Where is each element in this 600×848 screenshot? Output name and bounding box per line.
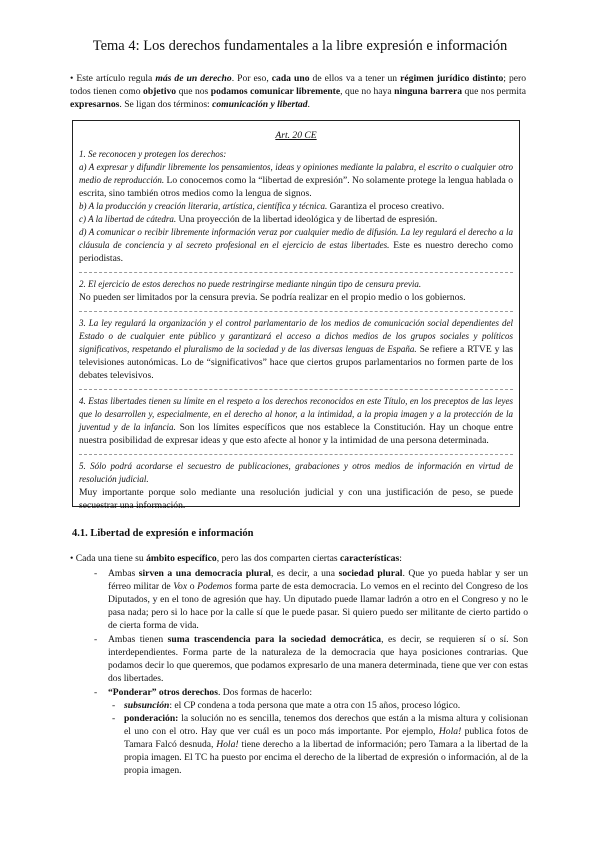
text-run: 3. La ley regulará la organización y el control parlamentario de los medios de comunicación social dependientes del Estado o de cualquier ente público y garantizará el acceso a dichos medios de los grupos sociales y políticos significativos, respetando el pluralismo de la sociedad y de las diversas lenguas de España. — [79, 318, 513, 354]
text-run: Una proyección de la libertad ideológica y de libertad de espresión. — [176, 214, 438, 225]
text-run: sociedad plural — [338, 568, 403, 579]
text-run: 1. Se reconocen y protegen los derechos: — [79, 149, 227, 159]
text-run: Lo conocemos como la “libertad de expresión”. No solamente protege la lengua hablada o escrita, sino también otros medios como la lengua de signos. — [79, 175, 513, 199]
text-run: “Ponderar” otros derechos — [108, 687, 218, 698]
text-run: 4. Estas libertades tienen su límite en el respeto a los derechos reconocidos en este Título, en los preceptos de las leyes que lo desarrollen y, especialmente, en el derecho al honor, a la intimidad, a la propia imagen y a la protección de la juventud y de la infancia. — [79, 396, 513, 432]
section-heading: 4.1. Libertad de expresión e información — [72, 528, 254, 539]
text-run: c) A la libertad de cátedra. — [79, 214, 177, 224]
text-run: . Que yo pueda hablar y ser un férreo militar de — [108, 568, 529, 592]
text-run: ; pero todos tienen como — [70, 73, 527, 97]
list-item — [108, 686, 528, 777]
text-run: más de un derecho — [155, 73, 232, 84]
text-run: comunicación y libertad — [212, 99, 308, 110]
text-run: expresarnos — [70, 99, 120, 110]
text-run: Hola! — [216, 739, 239, 750]
text-run: . Por eso, — [231, 73, 272, 84]
text-run: publica fotos de Tamara Falcó desnuda, — [124, 726, 528, 750]
text-run: ponderación: — [124, 713, 179, 724]
section-lead — [70, 552, 528, 565]
text-run: Ambas tienen — [108, 634, 168, 645]
text-run: , pero las dos comparten ciertas — [216, 553, 341, 564]
text-run: Muy importante porque solo mediante una resolución judicial y con una justificación de peso, se puede secuestrar una información. — [79, 487, 513, 511]
text-run: b) A la producción y creación literaria, artística, científica y técnica. — [79, 201, 328, 211]
article-paragraph-1 — [79, 148, 513, 265]
characteristics-list — [70, 567, 528, 777]
text-run: , es decir, se requieren sí o sí. Son interdependientes. Forma parte de la naturaleza de la democracia que haya posiciones contrarias. Que podamos decir lo que queremos, que podamos expresarlo de una manera determinada, tiene que ver con estas dos libertades. — [108, 634, 528, 684]
text-run: Hola! — [438, 726, 462, 737]
text-run: d) A comunicar o recibir libremente información veraz por cualquier medio de difusión. La ley regulará el derecho a la cláusula de conciencia y al secreto profesional en el ejercicio de estas libertades. — [79, 227, 513, 250]
text-run: que nos permita — [462, 86, 526, 97]
text-run: . — [307, 99, 310, 110]
text-run: o — [187, 581, 198, 592]
text-run: • Este artículo regula — [70, 73, 156, 84]
text-run: podamos comunicar libremente — [210, 86, 341, 97]
text-run: , es decir, a una — [270, 568, 339, 579]
text-run: cada uno — [271, 73, 310, 84]
page-title: Tema 4: Los derechos fundamentales a la libre expresión e información — [92, 38, 508, 54]
text-run: Podemos — [197, 581, 233, 592]
section-body — [70, 552, 528, 778]
text-run: 2. El ejercicio de estos derechos no puede restringirse mediante ningún tipo de censura previa. — [79, 279, 422, 289]
text-run: Garantiza el proceso creativo. — [327, 201, 445, 212]
divider — [79, 389, 513, 390]
text-run: que nos — [176, 86, 211, 97]
article-paragraph-3 — [79, 317, 513, 382]
article-box-body — [79, 148, 513, 512]
list-item — [108, 633, 528, 685]
sub-list-item — [124, 699, 528, 712]
text-run: suma trascendencia para la sociedad democrática — [167, 634, 382, 645]
article-paragraph-4 — [79, 395, 513, 447]
text-run: a) A expresar y difundir libremente los pensamientos, ideas y opiniones mediante la palabra, el escrito o cualquier otro medio de reproducción. — [79, 162, 513, 185]
text-run: ámbito específico — [146, 553, 217, 564]
text-run: : el CP condena a toda persona que mate a otra con 15 años, proceso lógico. — [169, 700, 461, 711]
text-run: forma parte de esta democracia. Lo vemos en el recinto del Congreso de los Diputados, y en el tono de agresión que hay. Un diputado puede llamar ladrón a otro en el Congreso y no le pasa nada; pero si lo hace por la calle sí que le puede pasar. Si quiero puedo ser militante de cierto partido o de cierta forma de vida. — [108, 581, 529, 631]
article-paragraph-5 — [79, 460, 513, 512]
text-run: la solución no es sencilla, tenemos dos derechos que están a la misma altura y colisionan el uno con el otro. Hay que ver cuál es un poco más importante. Por ejemplo, — [124, 713, 528, 737]
text-run: Este es nuestro derecho como periodistas. — [79, 240, 514, 264]
divider — [79, 272, 513, 273]
divider — [79, 311, 513, 312]
list-item-text — [108, 687, 312, 698]
text-run: . Se ligan dos términos: — [119, 99, 213, 110]
divider — [79, 454, 513, 455]
text-run: régimen jurídico distinto — [400, 73, 504, 84]
text-run: tiene derecho a la libertad de información; pero Tamara a la libertad de la propia imagen. El TC ha puesto por encima el derecho de la libertad de expresión o información, al de la propia imagen. — [124, 739, 528, 776]
text-run: Se refiere a RTVE y las televisiones autonómicas. Lo de “significativos” hace que ciertos grupos parlamentarios no formen parte de los debates televisivos. — [79, 344, 513, 381]
text-run: objetivo — [143, 86, 177, 97]
text-run: Son los límites específicos que nos establece la Constitución. Hay un choque entre nuestra posibilidad de expresar ideas y que esto afecte al honor y la intimidad de una persona determinada. — [79, 422, 513, 446]
text-run: Vox — [173, 581, 188, 592]
article-box — [72, 120, 520, 511]
article-paragraph-2 — [79, 278, 513, 304]
text-run: • Cada una tiene su — [70, 553, 147, 564]
intro-paragraph — [70, 72, 526, 111]
sub-list-item — [124, 712, 528, 777]
text-run: de ellos va a tener un — [309, 73, 401, 84]
text-run: Ambas — [108, 568, 139, 579]
text-run: 5. Sólo podrá acordarse el secuestro de publicaciones, grabaciones y otros medios de información en virtud de resolución judicial. — [79, 461, 513, 484]
text-run: sirven a una democracia plural — [138, 568, 271, 579]
text-run: características — [340, 553, 400, 564]
text-run: No pueden ser limitados por la censura previa. Se podría realizar en el propio medio o los gobiernos. — [79, 292, 466, 303]
text-run: ninguna barrera — [394, 86, 462, 97]
sub-list — [108, 699, 528, 777]
text-run: subsunción — [124, 700, 170, 711]
text-run: . Dos formas de hacerlo: — [217, 687, 313, 698]
text-run: : — [399, 553, 402, 564]
list-item — [108, 567, 528, 632]
text-run: , que no haya — [340, 86, 395, 97]
article-box-title: Art. 20 CE — [275, 130, 317, 141]
